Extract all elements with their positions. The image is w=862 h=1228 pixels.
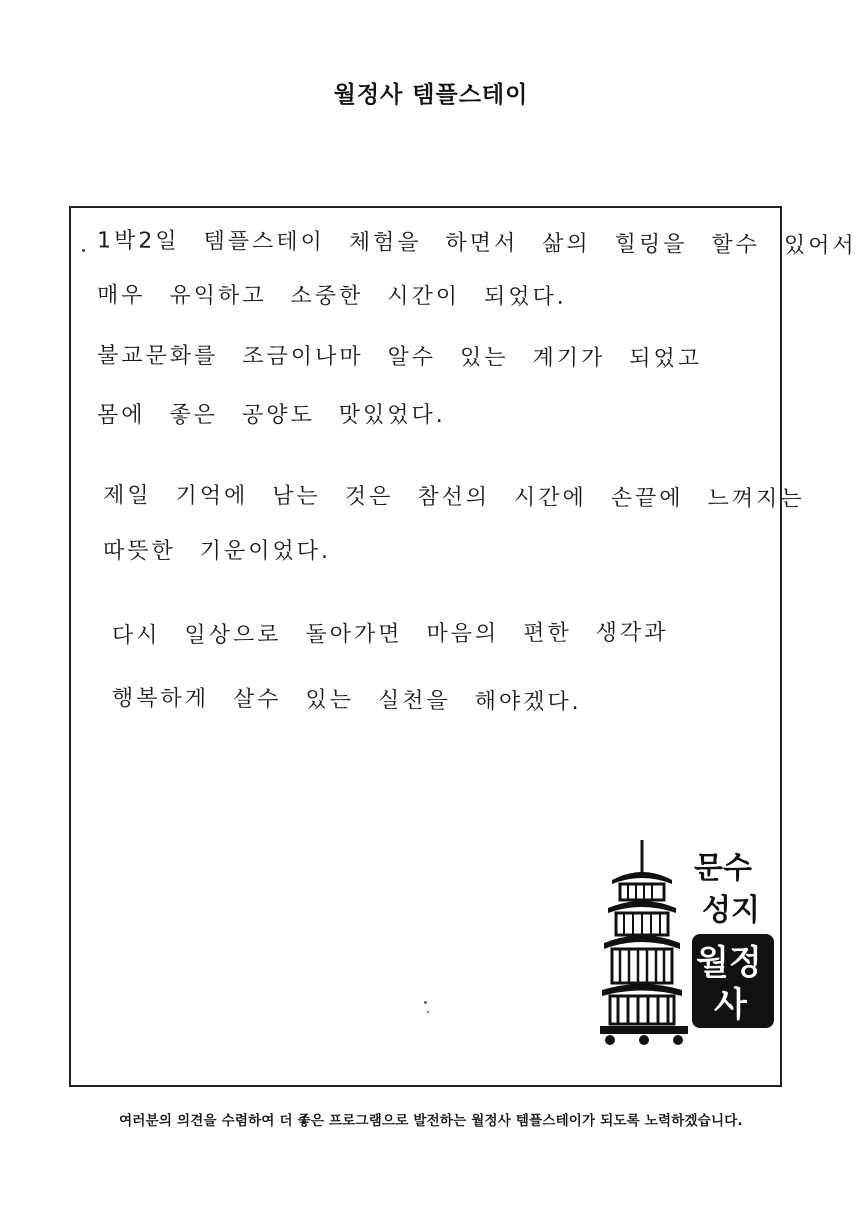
svg-text:문수: 문수 — [694, 851, 752, 886]
temple-seal-stamp — [598, 838, 778, 1050]
svg-text:성지: 성지 — [702, 893, 760, 928]
handwritten-line: 다시 일상으로 돌아가면 마음의 편한 생각과 — [111, 620, 669, 649]
handwritten-line: 따뜻한 기운이었다. — [103, 539, 332, 564]
handwritten-line: 불교문화를 조금이나마 알수 있는 계기가 되었고 — [96, 343, 703, 372]
pagoda-icon — [600, 840, 688, 1045]
handwritten-line: 제일 기억에 남는 것은 참선의 시간에 손끝에 느껴지는 — [102, 483, 805, 512]
footer-note: 여러분의 의견을 수렴하여 더 좋은 프로그램으로 발전하는 월정사 템플스테이가 되도록 노력하겠습니다. — [119, 1113, 743, 1129]
stamp-lettering — [692, 851, 774, 1028]
handwritten-line: 매우 유익하고 소중한 시간이 되었다. — [96, 283, 567, 310]
svg-text:사: 사 — [714, 985, 747, 1025]
handwritten-line: 몸에 좋은 공양도 맛있었다. — [97, 403, 446, 428]
handwritten-line: 1박2일 템플스테이 체험을 하면서 삶의 힐링을 할수 있어서 — [96, 228, 857, 259]
handwritten-line: 행복하게 살수 있는 실천을 해야겠다. — [111, 685, 582, 716]
svg-text:월정: 월정 — [696, 943, 762, 983]
ink-speck — [424, 1001, 427, 1004]
margin-dot — [82, 249, 85, 252]
page-title: 월정사 템플스테이 — [333, 82, 529, 108]
ink-speck — [427, 1011, 429, 1013]
